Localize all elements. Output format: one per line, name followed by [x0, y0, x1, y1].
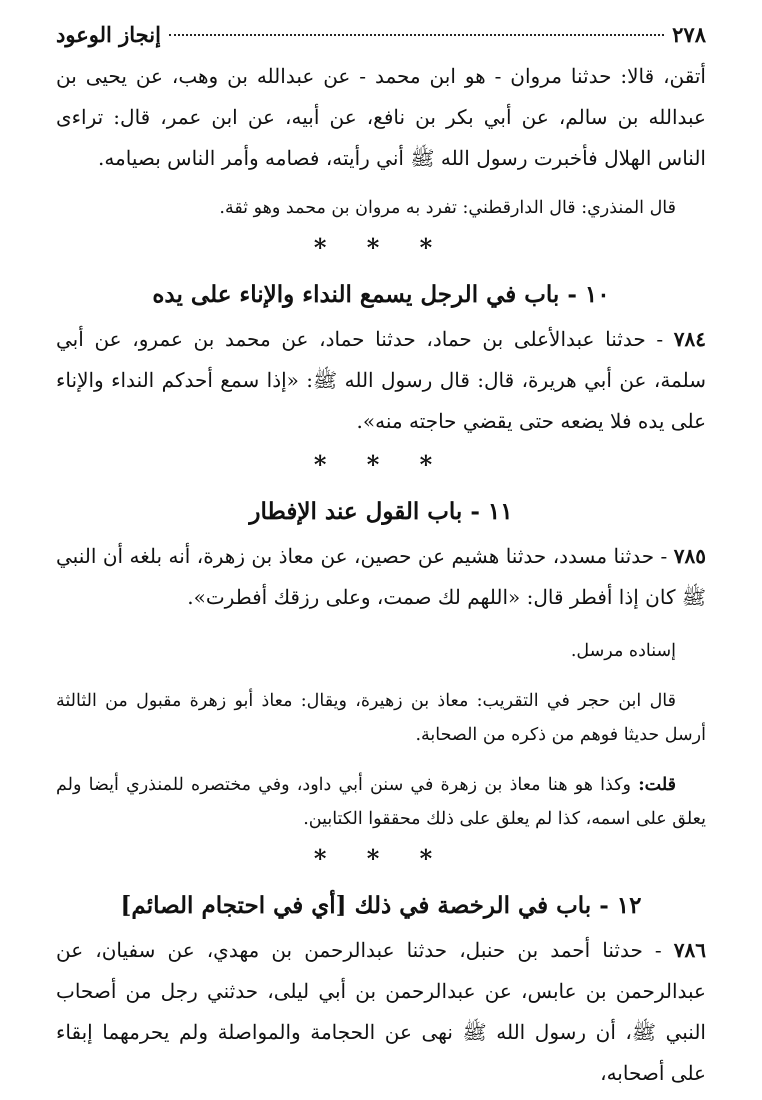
running-header [56, 22, 706, 56]
hadith-785 [56, 536, 706, 618]
commentary-author [56, 768, 706, 836]
chapter-title: ١٠ - باب في الرجل يسمع النداء والإناء على يده [152, 281, 610, 308]
commentary-text: إسناده مرسل. [570, 641, 676, 661]
chapter-title: ١٢ - باب في الرخصة في ذلك [354, 892, 642, 919]
hadith-text: - حدثنا مسدد، حدثنا هشيم عن حصين، عن معاذ بن زهرة، أنه بلغه أن النبي ﷺ كان إذا أفطر قال: «اللهم لك صمت، وعلى رزقك أفطرت». [56, 544, 706, 609]
hadith-number: ٧٨٤ [673, 327, 706, 351]
commentary-isnad [56, 634, 706, 668]
hadith-number: ٧٨٥ [673, 544, 706, 568]
hadith-text: أتقن، قالا: حدثنا مروان - هو ابن محمد - عن عبدالله بن وهب، عن يحيى بن عبدالله بن سالم، عن أبي بكر بن نافع، عن أبيه، عن ابن عمر، قال: تراءى الناس الهلال فأخبرت رسول الله ﷺ أني رأيته، فصامه وأمر الناس بصيامه. [56, 64, 706, 170]
hadith-784 [56, 319, 706, 442]
page-number: ٢٧٨ [672, 22, 706, 47]
hadith-786 [56, 930, 706, 1094]
dotted-leader [169, 34, 664, 36]
commentary-ibn-hajar [56, 684, 706, 752]
commentary-text: وكذا هو هنا معاذ بن زهرة في سنن أبي داود، وفي مختصره للمنذري أيضا ولم يعلق على اسمه، كذا لم يعلق على ذلك محققوا الكتابين. [56, 775, 706, 829]
commentary-mundhiri [56, 191, 706, 225]
section-separator: * * * [313, 450, 449, 479]
chapter-bracket-note: [أي في احتجام الصائم] [120, 892, 347, 919]
section-separator: * * * [313, 233, 449, 262]
commentary-lead: قلت: [638, 775, 676, 795]
hadith-number: ٧٨٦ [673, 938, 706, 962]
commentary-text: قال المنذري: قال الدارقطني: تفرد به مروان بن محمد وهو ثقة. [219, 198, 676, 218]
chapter-heading-10 [56, 271, 706, 319]
hadith-continuation [56, 56, 706, 179]
hadith-text: - حدثنا أحمد بن حنبل، حدثنا عبدالرحمن بن مهدي، عن سفيان، عن عبدالرحمن بن عابس، عن عبدالرحمن بن أبي ليلى، حدثني رجل من أصحاب النبي ﷺ، أن رسول الله ﷺ نهى عن الحجامة والمواصلة ولم يحرمهما إبقاء على أصحابه، [56, 938, 706, 1085]
book-page [56, 22, 706, 1094]
chapter-heading-12 [56, 882, 706, 930]
chapter-title: ١١ - باب القول عند الإفطار [249, 498, 513, 525]
commentary-text: قال ابن حجر في التقريب: معاذ بن زهيرة، ويقال: معاذ أبو زهرة مقبول من الثالثة أرسل حديثا فوهم من ذكره من الصحابة. [56, 691, 706, 745]
hadith-text: - حدثنا عبدالأعلى بن حماد، حدثنا حماد، عن محمد بن عمرو، عن أبي سلمة، عن أبي هريرة، قال: قال رسول الله ﷺ: «إذا سمع أحدكم النداء والإناء على يده فلا يضعه حتى يقضي حاجته منه». [56, 327, 706, 433]
chapter-heading-11 [56, 488, 706, 536]
book-title: إنجاز الوعود [56, 22, 161, 47]
section-separator: * * * [313, 844, 449, 873]
